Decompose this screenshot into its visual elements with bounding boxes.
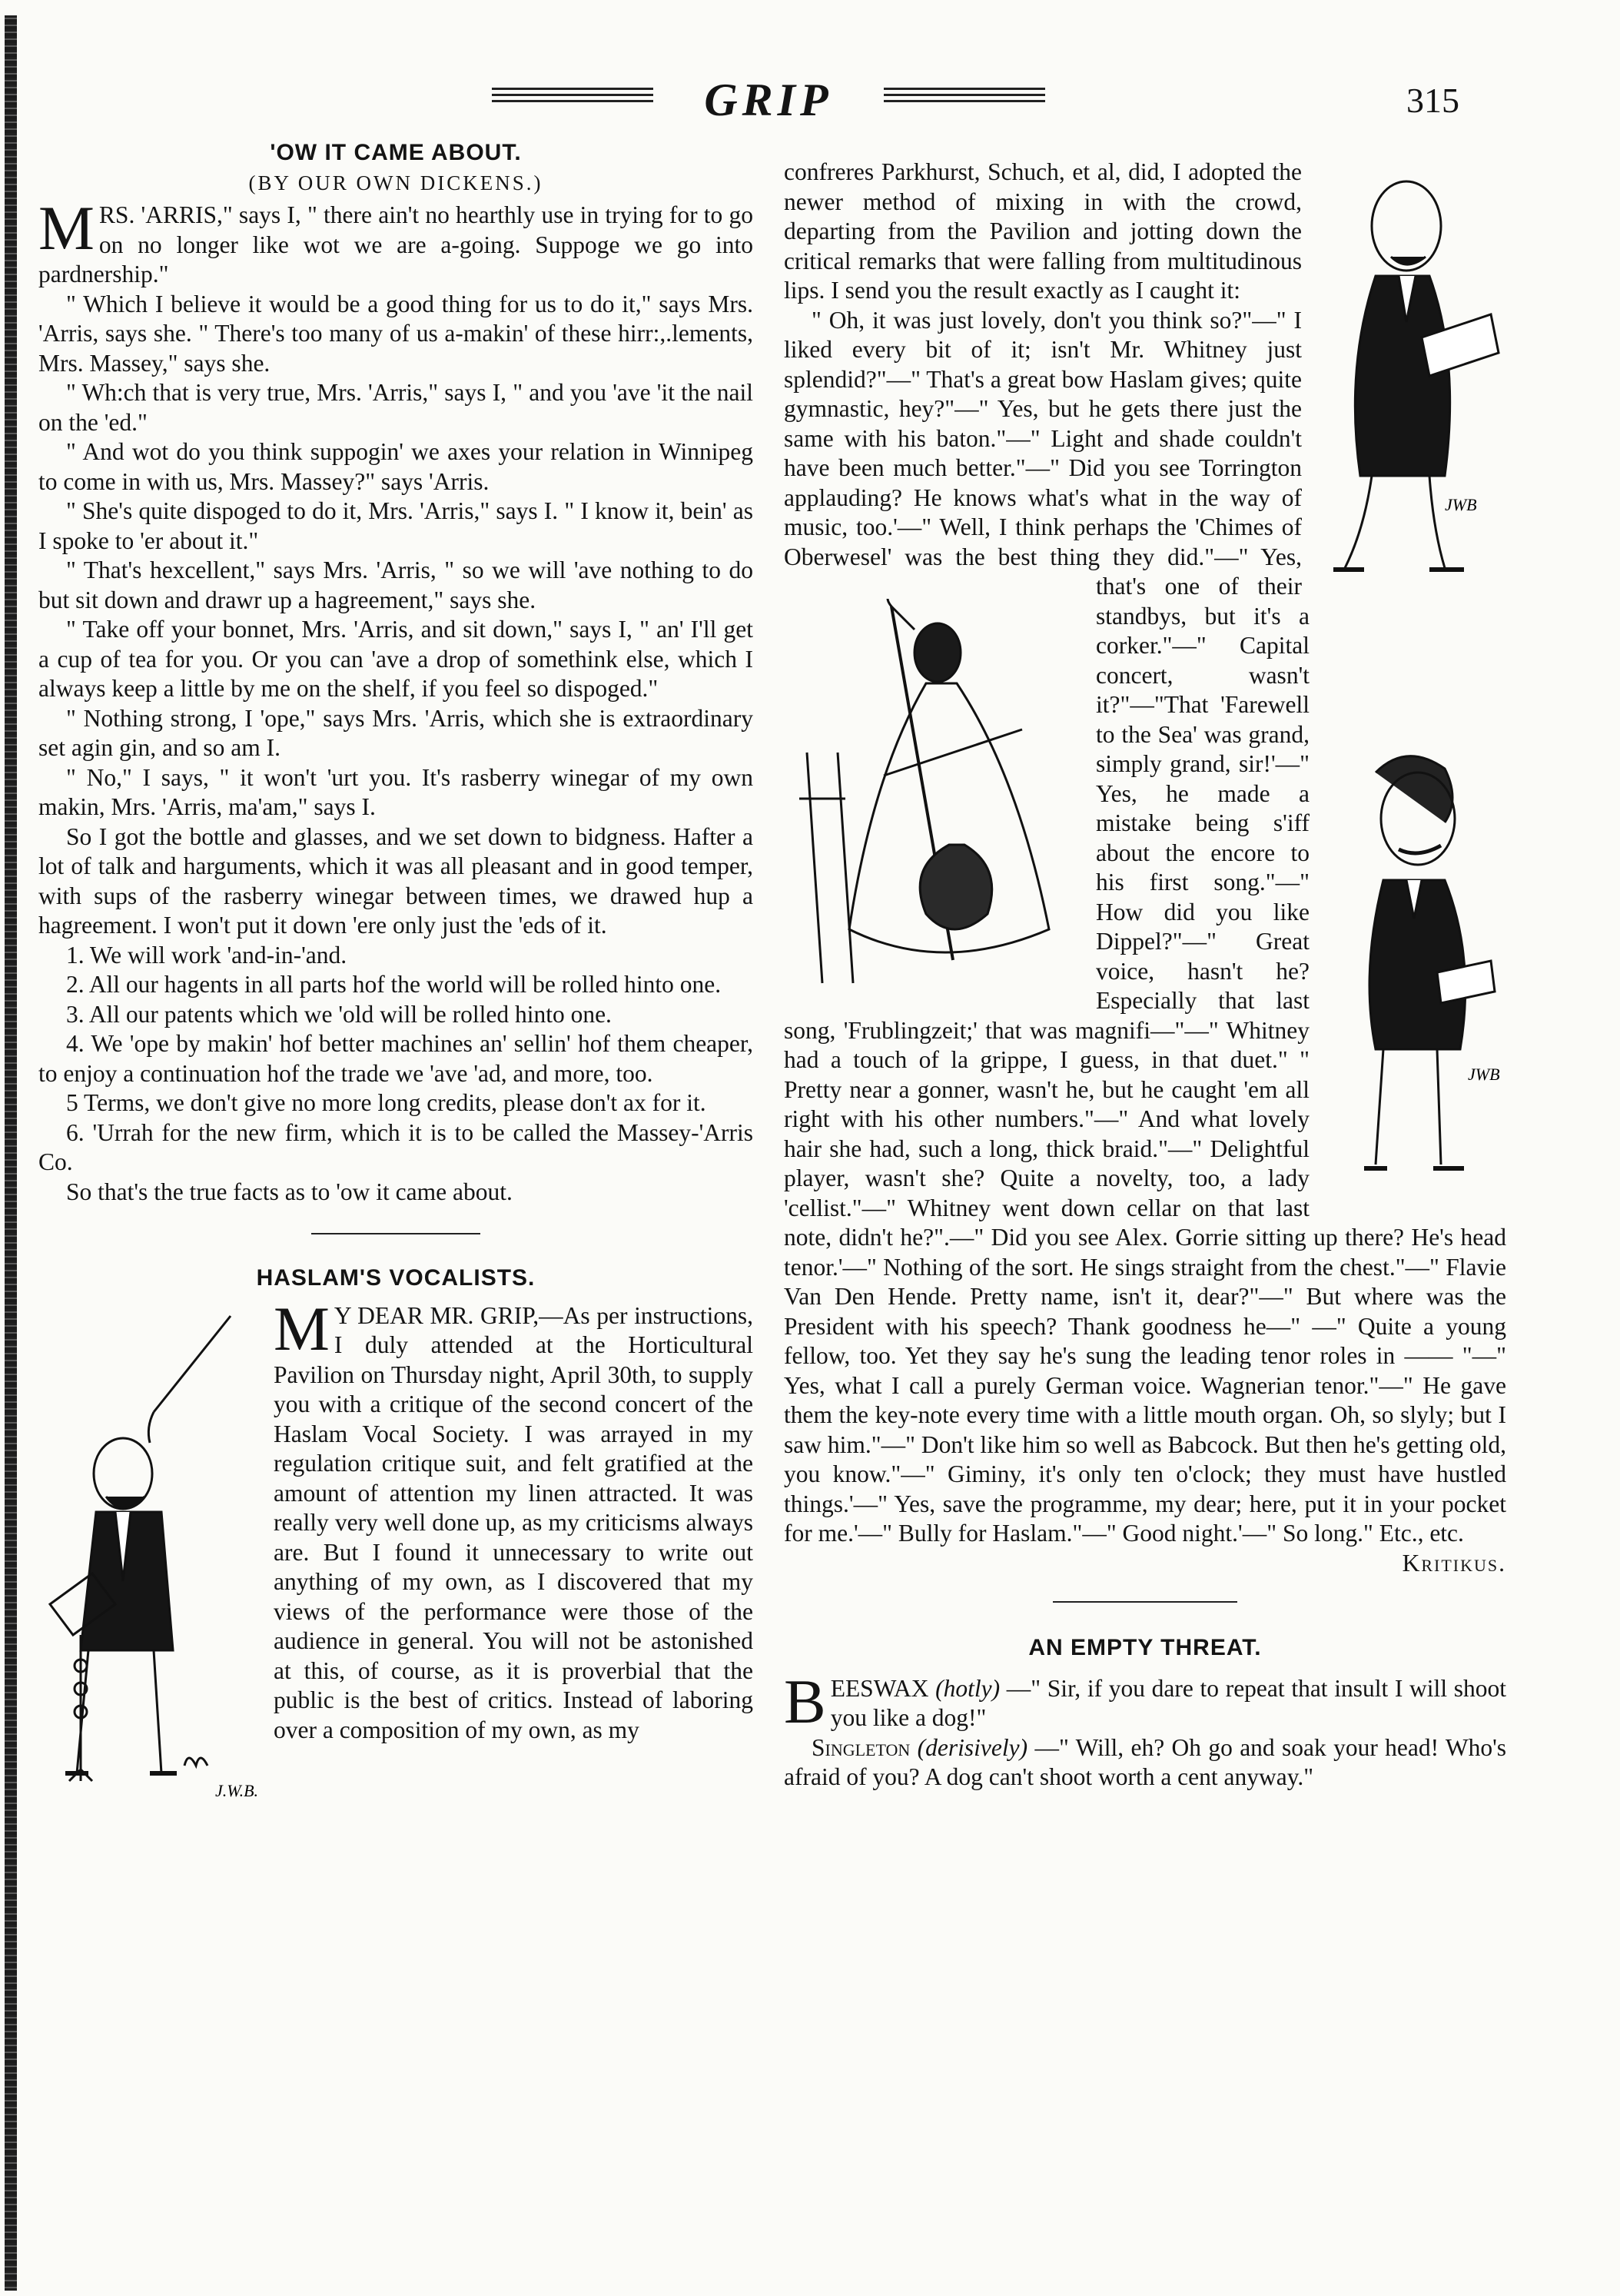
list-item: 6. 'Urrah for the new firm, which it is to be called the Massey-'Arris Co.: [38, 1118, 753, 1175]
paragraph: RS. 'ARRIS," says I, " there ain't no hearthly use in trying for to go on no longer like wot we are a-going. Suppoge we go into pardnership.": [38, 201, 753, 287]
section-divider: [1053, 1601, 1237, 1603]
stage-direction: (derisively): [917, 1733, 1028, 1761]
speaker-name: Singleton: [812, 1733, 911, 1761]
speaker-name: EESWAX: [830, 1674, 929, 1702]
masthead: [492, 77, 1045, 131]
artist-monogram: JWB: [1468, 1065, 1500, 1084]
list-item: 2. All our hagents in all parts hof the world will be rolled hinto one.: [66, 971, 722, 998]
masthead-rule-left: [492, 88, 653, 108]
paragraph: " Which I believe it would be a good thing for us to do it," says Mrs. 'Arris, says she. " There's too many of us a-makin' of these hirr:,.lements, Mrs. Massey," says she.: [38, 290, 753, 377]
list-item: 5 Terms, we don't give no more long credits, please don't ax for it.: [66, 1089, 706, 1116]
paragraph: Y DEAR MR. GRIP,—As per instructions, I duly attended at the Horticultural Pavilion on Thursday night, April 30th, to supply you with a critique of the second concert of the Haslam Vocal Society. I was arrayed in my regulation critique suit, and felt gratified at the amount of attention my linen attracted. It was really very well done up, as my criticisms always are. But I found it unnecessary to write out anything of my own, as I discovered that my views of the performance were those of the audience in general. You will not be astonished at this, of course, as it is proverbial that the public is the best of critics. Instead of laboring over a composition of my own, as my: [274, 1301, 753, 1743]
tenor-caricature-icon: [1322, 742, 1506, 1195]
article-heading: HASLAM'S VOCALISTS.: [256, 1265, 536, 1291]
paragraph: " And wot do you think suppogin' we axes your relation in Winnipeg to come in with us, Mrs. Massey?" says 'Arris.: [38, 438, 753, 495]
left-column: [38, 138, 753, 1816]
cellist-illustration-icon: [784, 599, 1084, 998]
artist-monogram: J.W.B.: [215, 1780, 259, 1800]
dialogue-line: —" Will, eh? Oh go and soak your head! Who's afraid of you? A dog can't shoot worth a cent anyway.": [784, 1733, 1507, 1790]
stage-direction: (hotly): [935, 1674, 1001, 1702]
drop-cap: M: [38, 193, 95, 263]
list-item: 3. All our patents which we 'old will be rolled hinto one.: [66, 1000, 612, 1028]
section-divider: [311, 1233, 480, 1234]
paragraph: " Nothing strong, I 'ope," says Mrs. 'Arris, which she is extraordinary set agin gin, and so am I.: [38, 704, 753, 761]
paragraph: " Take off your bonnet, Mrs. 'Arris, and sit down," says I, " an' I'll get a cup of tea for you. Or you can 'ave a drop of somethink else, which I always keep a little by me on the shelf, if you feel so dispoged.": [38, 616, 753, 702]
article-heading: 'OW IT CAME ABOUT.: [270, 140, 522, 165]
critic-caricature: [1314, 161, 1506, 591]
masthead-rule-right: [884, 88, 1045, 108]
paragraph: So I got the bottle and glasses, and we set down to bidgness. Hafter a lot of talk and harguments, which it was all pleasant and in good temper, with sups of the rasberry winegar between times, we drawed hup a hagreement. I won't put it down 'ere only just the 'eds of it.: [38, 822, 753, 939]
paragraph: " She's quite dispoged to do it, Mrs. 'Arris," says I. " I know it, bein' as I spoke to 'er about it.": [38, 497, 753, 554]
article-byline: (BY OUR OWN DICKENS.): [248, 171, 543, 194]
drop-cap: B: [784, 1666, 826, 1736]
artist-monogram: JWB: [1445, 495, 1477, 514]
list-item: 1. We will work 'and-in-'and.: [66, 941, 347, 969]
article-heading: AN EMPTY THREAT.: [1028, 1635, 1262, 1660]
right-column: [784, 158, 1506, 1793]
binding-edge: [5, 15, 17, 2291]
paragraph: " No," I says, " it won't 'urt you. It's rasberry winegar of my own makin, Mrs. 'Arris, ma'am," says I.: [38, 763, 753, 820]
tenor-caricature: [1322, 742, 1506, 1195]
paragraph: " Oh, it was just lovely, don't you think so?"—" I liked every bit of it; isn't Mr. Whitney just splendid?"—" That's a great bow Haslam gives; quite gymnastic, hey?"—" Yes, but he gets there just the same with his baton."—" Light and shade couldn't have been much better."—" Did you see Torrington applauding? He knows what's what in the way of music, too.'—" Well, I think perhaps the 'Chimes of Oberwesel' was the best thing they did."—" Yes, that's one of their standbys, but it's a corker."—" Capital concert, wasn't it?"—"That 'Farewell to the Sea' was grand, simply grand, sir!'—" Yes, he made a mistake being s'iff about the encore to his first song."—" How did you like Dippel?"—" Great voice, hasn't he? Especially that last song, 'Frublingzeit;' that was magnifi—"—" Whitney had a touch of la grippe, I guess, in that duet." " Pretty near a gonner, wasn't he, but he caught 'em all right with his other numbers."—" And what lovely hair she had, such a long, thick braid."—" Delightful player, wasn't she? Quite a novelty, too, a lady 'cellist."—" Whitney went down cellar on that last note, didn't he?".—" Did you see Alex. Gorrie sitting up there? He's head tenor.'—" Nothing of the sort. He sings straight from the chest."—" Flavie Van Den Hende. Pretty name, isn't it, dear?"—" But where was the President with his speech? Thank goodness he—" —" Quite a young fellow, too. Yet they say he's sung the leading tenor roles in —— "—" Yes, what I call a purely German voice. Wagnerian tenor."—" He gave them the key-note every time with a little mouth organ. Oh, so slyly; but I saw him."—" Don't like him so well as Babcock. But then he's getting old, you know."—" Giminy, it's only ten o'clock; they must have hustled things.'—" Yes, save the programme, my dear; here, put it in your pocket for me.'—" Bully for Haslam."—" Good night.'—" So long." Etc., etc.: [784, 306, 1506, 1547]
conductor-caricature-icon: [38, 1304, 261, 1812]
cellist-illustration: [784, 599, 1084, 998]
masthead-title: GRIP: [704, 75, 833, 125]
page-number: 315: [1406, 81, 1459, 120]
critic-caricature-icon: [1314, 161, 1506, 591]
drop-cap: M: [274, 1293, 330, 1364]
paragraph: confreres Parkhurst, Schuch, et al, did, I adopted the newer method of mixing in with the crowd, departing from the Pavilion and jotting down the critical remarks that were falling from multitudinous lips. I send you the result exactly as I caught it:: [784, 158, 1302, 304]
signature: Kritikus.: [1402, 1549, 1506, 1577]
list-item: 4. We 'ope by makin' hof better machines an' sellin' hof them cheaper, to enjoy a continuation hof the trade we 'ave 'ad, and more, too.: [38, 1030, 753, 1087]
paragraph: " That's hexcellent," says Mrs. 'Arris, " so we will 'ave nothing to do but sit down and drawr up a hagreement," says she.: [38, 557, 753, 613]
conductor-caricature: [38, 1304, 261, 1812]
dialogue-line: —" Sir, if you dare to repeat that insult I will shoot you like a dog!": [830, 1674, 1506, 1731]
paragraph: " Wh:ch that is very true, Mrs. 'Arris," says I, " and you 'ave 'it the nail on the 'ed.": [38, 379, 753, 436]
paragraph: So that's the true facts as to 'ow it came about.: [66, 1178, 513, 1205]
